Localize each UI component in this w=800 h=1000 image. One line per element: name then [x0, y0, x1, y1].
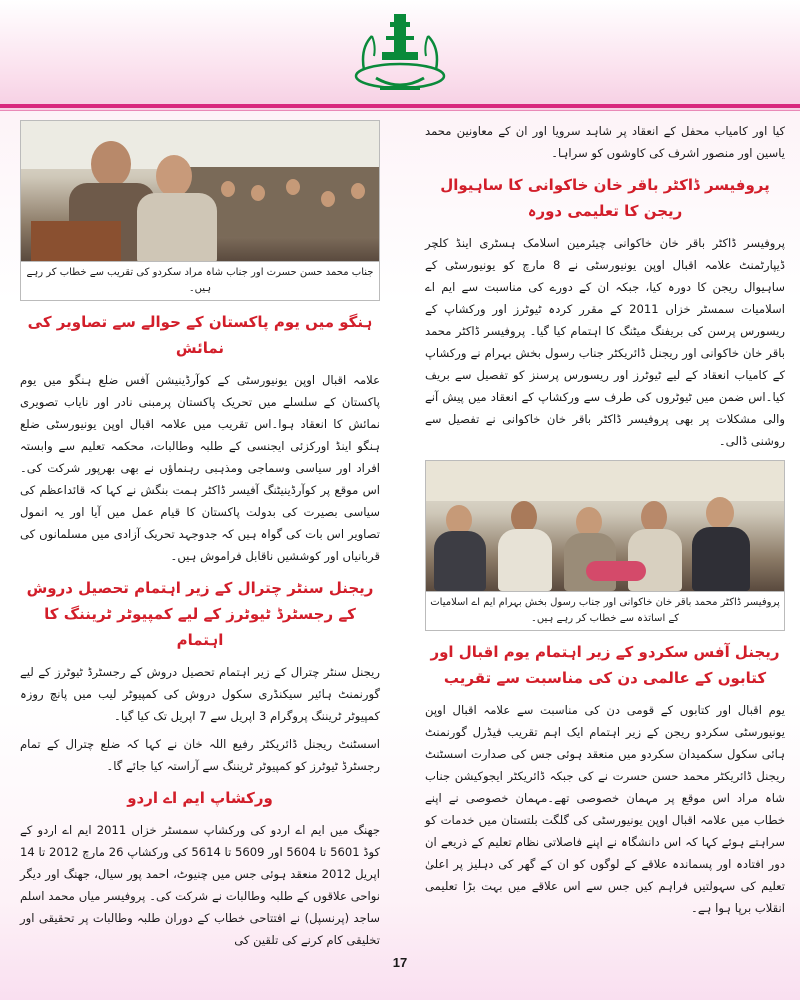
page-number: 17	[392, 955, 408, 970]
heading-sahiwal-visit: پروفیسر ڈاکٹر باقر خان خاکوانی کا ساہیوال ریجن کا تعلیمی دورہ	[440, 176, 770, 220]
photo-skardu-speakers	[20, 120, 380, 262]
heading-chitral-training: ریجنل سنٹر چترال کے زیر اہتمام تحصیل دروش کے رجسٹرڈ ٹیوٹرز کے لیے کمپیوٹر ٹریننگ کا اہتمام	[26, 579, 374, 649]
paragraph-continuation: کیا اور کامیاب محفل کے انعقاد پر شاہد سرویا اور ان کے معاونین محمد یاسین اور منصور اشرف کی کاوشوں کو سراہا۔	[425, 124, 785, 160]
header-rule-thin	[0, 110, 800, 111]
heading-hangu-exhibition: ہنگو میں یوم پاکستان کے حوالے سے تصاویر کی نمائش	[27, 313, 373, 357]
paragraph-chitral-2: اسسٹنٹ ریجنل ڈائریکٹر رفیع اللہ خان نے کہا کہ ضلع چترال کے تمام رجسٹرڈ ٹیوٹرز کو کمپیوٹر ٹریننگ سے آراستہ کیا جائے گا۔	[20, 737, 380, 773]
heading-skardu-iqbal-day: ریجنل آفس سکردو کے زیر اہتمام یوم اقبال اور کتابوں کے عالمی دن کی مناسبت سے تقریب	[430, 643, 780, 687]
photo2-caption: پروفیسر ڈاکٹر محمد باقر خان خاکوانی اور جناب رسول بخش بہرام ایم اے اسلامیات کے اساتذہ سے خطاب کر رہے ہیں۔	[425, 592, 785, 631]
paragraph-hangu: علامہ اقبال اوپن یونیورسٹی کے کوآرڈینیشن آفس ضلع ہنگو میں یوم پاکستان کے سلسلے میں تحریک پاکستان پرمبنی نادر اور نایاب تصویری نمائش کا انعقاد ہوا۔اس تقریب میں علامہ اقبال اوپن یونیورسٹی ضلع ہنگو اینڈ اورکزئی ایجنسی کے طلبہ وطالبات، محکمہ تعلیم سے وابستہ افراد اور سیاسی وسماجی ومذہبی رہنماؤں نے بھی بھرپور شرکت کی۔اس موقع پر کوآرڈینیٹنگ آفیسر ڈاکٹر ہمت بنگش نے کہا کہ قائداعظم کی سیاسی بصیرت کی بدولت پاکستان کا قیام عمل میں آیا اور یہ انمول تصاویر اس بات کی گواہ ہیں کہ جدوجہد تحریک آزادی میں مسلمانوں کی قربانیاں اور کوششیں ناقابل فراموش ہیں۔	[20, 373, 380, 563]
photo-sahiwal-meeting	[425, 460, 785, 592]
paragraph-chitral-1: ریجنل سنٹر چترال کے زیر اہتمام تحصیل دروش کے رجسٹرڈ ٹیوٹرز کے لیے گورنمنٹ ہائیر سیکنڈری سکول دروش کی کمپیوٹر لیب میں پانچ روزہ کمپیوٹر ٹریننگ پروگرام 3 اپریل سے 7 اپریل تک کیا گیا۔	[20, 665, 380, 723]
left-column	[20, 120, 380, 957]
right-column	[425, 120, 785, 925]
header-rule	[0, 104, 800, 108]
paragraph-skardu: یوم اقبال اور کتابوں کے قومی دن کی مناسبت سے علامہ اقبال اوپن یونیورسٹی سکردو ریجن کے زیر اہتمام ایک اہم تقریب فیڈرل گورنمنٹ ہائی سکول سکمیدان سکردو میں منعقد ہوئی جس کی صدارت اسسٹنٹ ریجنل ڈائریکٹر محمد حسن حسرت نے کی جبکہ ڈائریکٹر ایجوکیشن جناب شاہ مراد اس موقع پر مہمان خصوصی تھے۔مہمان خصوصی نے اپنے خطاب میں علامہ اقبال اوپن یونیورسٹی کی گلگت بلتستان میں خدمات کو سراہتے ہوئے کہا کہ اس دانشگاہ نے اپنے فاصلاتی نظام تعلیم کے ذریعے ان دور افتادہ اور پسماندہ علاقے کے لوگوں کو ان کے گھر کی دہلیز پر اعلیٰ تعلیم کی سہولتیں فراہم کیں جس سے اس علاقے میں بہت بڑا تعلیمی انقلاب برپا ہوا ہے۔	[425, 703, 785, 915]
heading-urdu-workshop: ورکشاپ ایم اے اردو	[127, 789, 273, 807]
photo1-caption: جناب محمد حسن حسرت اور جناب شاہ مراد سکردو کی تقریب سے خطاب کر رہے ہیں۔	[20, 262, 380, 301]
paragraph-urdu-workshop: جھنگ میں ایم اے اردو کی ورکشاپ سمسٹر خزاں 2011 ایم اے اردو کے کوڈ 5601 تا 5604 اور 5609 تا 5614 کی ورکشاپ 26 مارچ 2012 تا 14 اپریل 2012 منعقد ہوئی جس میں چنیوٹ، احمد پور سیال، جھنگ اور دیگر نواحی علاقوں کے طلبہ وطالبات نے شرکت کی۔ پروفیسر میاں محمد اسلم ساجد (پرنسپل) نے افتتاحی خطاب کے دوران طلبہ وطالبات پر تحقیقی اور تخلیقی کام کرنے کی تلقین کی	[20, 823, 380, 947]
university-logo	[350, 8, 450, 102]
paragraph-sahiwal: پروفیسر ڈاکٹر باقر خان خاکوانی چیئرمین اسلامک ہسٹری اینڈ کلچر ڈیپارٹمنٹ علامہ اقبال اوپن یونیورسٹی نے 8 مارچ کو یونیورسٹی کے ساہیوال ریجن کا دورہ کیا، جبکہ ان کے دورے کی مناسبت سے ایم اے اسلامیات سمسٹر خزاں 2011 کے مقرر کردہ ٹیوٹرز اور ورکشاپ کے ریسورس پرسن کی بریفنگ میٹنگ کا اہتمام کیا گیا۔ پروفیسر ڈاکٹر محمد باقر خان خاکوانی اور ریجنل ڈائریکٹر جناب رسول بخش بہرام نے ورکشاپ کے کامیاب انعقاد کے لیے ٹیوٹرز اور ریسورس پرسنز کو تفصیل سے بریف کیا۔اس ضمن میں ٹیوٹروں کی طرف سے ورکشاپ کے انعقاد میں پیش آنے والی مشکلات پر بھی پروفیسر ڈاکٹر باقر خان خاکوانی نے تفصیل سے روشنی ڈالی۔	[425, 236, 785, 448]
